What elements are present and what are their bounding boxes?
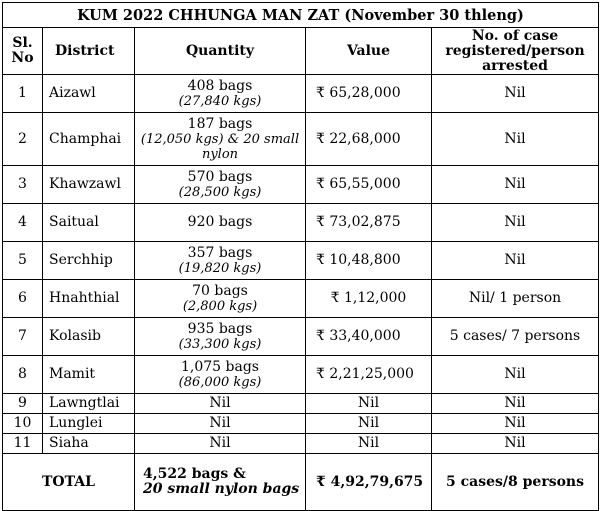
seizure-report	[2, 2, 598, 505]
sl-cell: 3	[3, 166, 43, 204]
cases-cell: Nil	[432, 204, 599, 242]
cases-cell: Nil	[432, 242, 599, 280]
quantity-weight: (27,840 kgs)	[178, 93, 262, 109]
total-quantity	[135, 454, 306, 511]
cases-cell: Nil	[432, 113, 599, 166]
district-cell: Lunglei	[43, 414, 135, 434]
district-cell: Saitual	[43, 204, 135, 242]
header-value: Value	[306, 28, 432, 75]
header-district: District	[43, 28, 135, 75]
quantity-bags: 1,075 bags	[181, 358, 259, 375]
table-row	[3, 434, 599, 454]
quantity-cell: Nil	[135, 434, 306, 454]
quantity-cell	[135, 113, 306, 166]
value-cell: ₹ 1,12,000	[306, 280, 432, 318]
value-cell: ₹ 73,02,875	[306, 204, 432, 242]
header-cases: No. of case registered/person arrested	[432, 28, 599, 75]
table-row	[3, 318, 599, 356]
sl-cell: 8	[3, 356, 43, 394]
quantity-bags: 408 bags	[187, 77, 253, 94]
value-cell: ₹ 10,48,800	[306, 242, 432, 280]
total-label: TOTAL	[3, 454, 135, 511]
quantity-weight: (33,300 kgs)	[178, 336, 262, 352]
header-quantity: Quantity	[135, 28, 306, 75]
sl-cell: 4	[3, 204, 43, 242]
total-row	[3, 454, 599, 511]
quantity-weight: (86,000 kgs)	[178, 374, 262, 390]
value-cell: Nil	[306, 434, 432, 454]
quantity-cell	[135, 204, 306, 242]
quantity-weight: (12,050 kgs) & 20 small nylon	[140, 131, 300, 162]
sl-cell: 11	[3, 434, 43, 454]
district-cell: Hnahthial	[43, 280, 135, 318]
cases-cell: Nil	[432, 166, 599, 204]
cases-cell: Nil	[432, 75, 599, 113]
table-row	[3, 394, 599, 414]
value-cell: ₹ 33,40,000	[306, 318, 432, 356]
table-row	[3, 356, 599, 394]
table-row	[3, 204, 599, 242]
value-cell: ₹ 65,28,000	[306, 75, 432, 113]
total-quantity-nylon: 20 small nylon bags	[143, 481, 300, 497]
sl-cell: 5	[3, 242, 43, 280]
district-cell: Aizawl	[43, 75, 135, 113]
value-cell: ₹ 65,55,000	[306, 166, 432, 204]
sl-cell: 7	[3, 318, 43, 356]
sl-cell: 1	[3, 75, 43, 113]
district-cell: Khawzawl	[43, 166, 135, 204]
quantity-cell: Nil	[135, 414, 306, 434]
quantity-cell	[135, 75, 306, 113]
quantity-bags: 570 bags	[187, 168, 253, 185]
quantity-weight: (2,800 kgs)	[182, 298, 258, 314]
quantity-cell	[135, 356, 306, 394]
table-row	[3, 75, 599, 113]
district-cell: Serchhip	[43, 242, 135, 280]
table-row	[3, 113, 599, 166]
district-cell: Kolasib	[43, 318, 135, 356]
table-row	[3, 242, 599, 280]
value-cell: Nil	[306, 394, 432, 414]
sl-cell: 10	[3, 414, 43, 434]
seizure-table	[2, 2, 599, 511]
quantity-bags: 920 bags	[187, 214, 253, 230]
total-value: ₹ 4,92,79,675	[306, 454, 432, 511]
cases-cell: Nil/ 1 person	[432, 280, 599, 318]
cases-cell: 5 cases/ 7 persons	[432, 318, 599, 356]
cases-cell: Nil	[432, 394, 599, 414]
value-cell: Nil	[306, 414, 432, 434]
quantity-cell	[135, 242, 306, 280]
total-cases: 5 cases/8 persons	[432, 454, 599, 511]
cases-cell: Nil	[432, 356, 599, 394]
value-cell: ₹ 22,68,000	[306, 113, 432, 166]
district-cell: Siaha	[43, 434, 135, 454]
quantity-weight: (28,500 kgs)	[178, 184, 262, 200]
district-cell: Mamit	[43, 356, 135, 394]
cases-cell: Nil	[432, 414, 599, 434]
quantity-cell	[135, 280, 306, 318]
cases-cell: Nil	[432, 434, 599, 454]
quantity-bags: 935 bags	[187, 320, 253, 337]
quantity-weight: (19,820 kgs)	[178, 260, 262, 276]
quantity-cell: Nil	[135, 394, 306, 414]
quantity-bags: 70 bags	[192, 282, 248, 299]
sl-cell: 2	[3, 113, 43, 166]
quantity-cell	[135, 166, 306, 204]
table-row	[3, 414, 599, 434]
value-cell: ₹ 2,21,25,000	[306, 356, 432, 394]
total-quantity-bags: 4,522 bags &	[143, 466, 246, 482]
table-title: KUM 2022 CHHUNGA MAN ZAT (November 30 thleng)	[3, 3, 599, 28]
quantity-cell	[135, 318, 306, 356]
district-cell: Champhai	[43, 113, 135, 166]
header-sl: Sl. No	[3, 28, 43, 75]
quantity-bags: 357 bags	[187, 244, 253, 261]
sl-cell: 9	[3, 394, 43, 414]
table-row	[3, 166, 599, 204]
table-row	[3, 280, 599, 318]
sl-cell: 6	[3, 280, 43, 318]
district-cell: Lawngtlai	[43, 394, 135, 414]
quantity-bags: 187 bags	[187, 115, 253, 132]
